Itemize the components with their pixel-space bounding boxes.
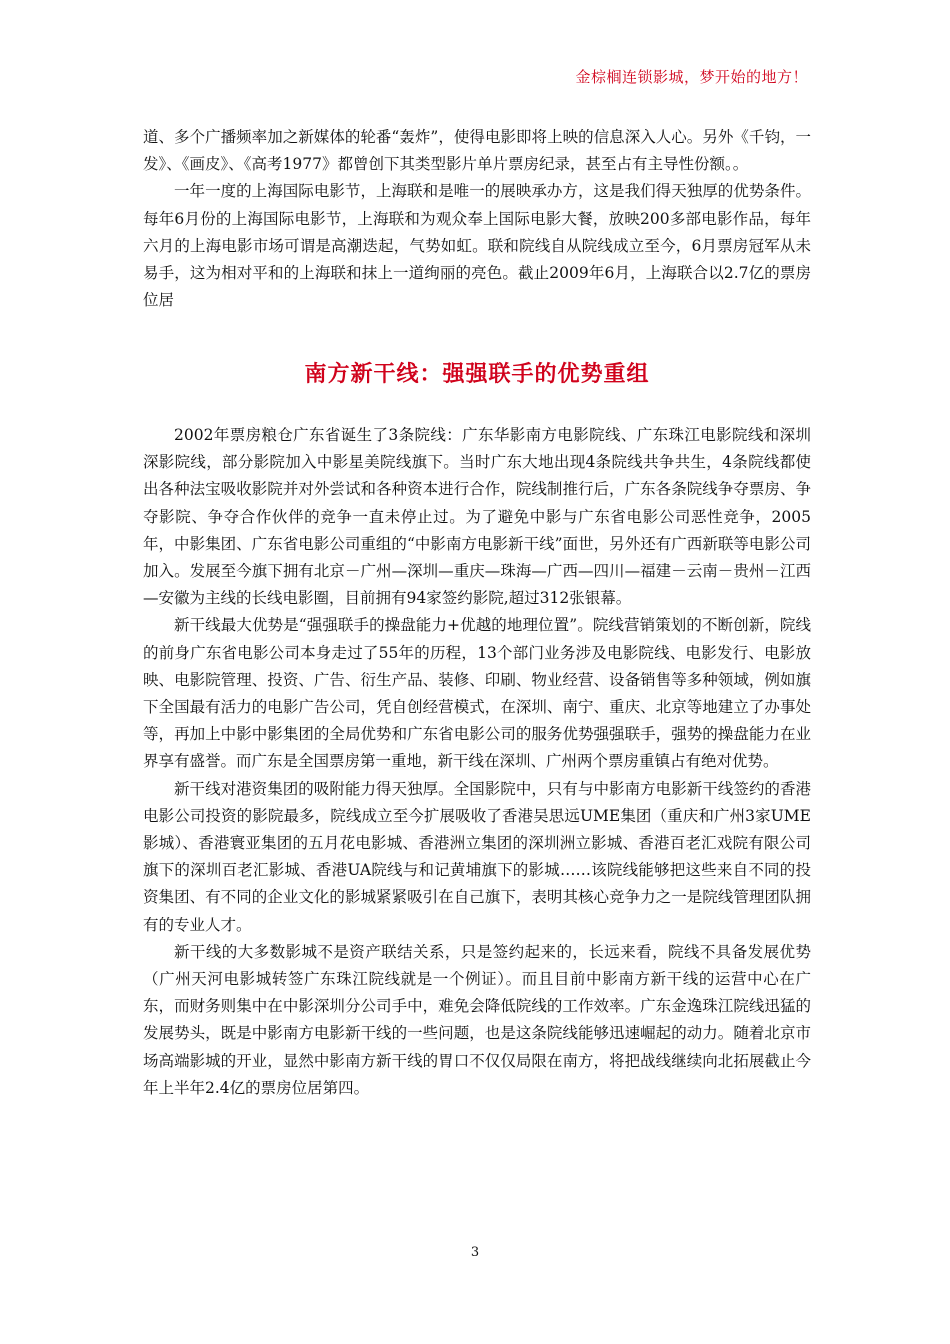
header-slogan: 金棕榈连锁影城，梦开始的地方！ xyxy=(575,68,808,86)
paragraph: 新干线对港资集团的吸附能力得天独厚。全国影院中，只有与中影南方电影新干线签约的香港电影公司投资的影院最多，院线成立至今扩展吸收了香港吴思远UME集团（重庆和广州3家UME影城）、香港寰亚集团的五月花电影城、香港洲立集团的深圳洲立影城、香港百老汇戏院有限公司旗下的深圳百老汇影城、香港UA院线与和记黄埔旗下的影城……该院线能够把这些来自不同的投资集团、有不同的企业文化的影城紧紧吸引在自己旗下，表明其核心竞争力之一是院线管理团队拥有的专业人才。 xyxy=(143,779,811,934)
page-number: 3 xyxy=(470,1245,480,1260)
paragraph: 一年一度的上海国际电影节，上海联和是唯一的展映承办方，这是我们得天独厚的优势条件。每年6月份的上海国际电影节，上海联和为观众奉上国际电影大餐，放映200多部电影作品，每年六月的上海电影市场可谓是高潮迭起，气势如虹。联和院线自从院线成立至今，6月票房冠军从未易手，这为相对平和的上海联和抹上一道绚丽的亮色。截止2009年6月，上海联合以2.7亿的票房位居 xyxy=(143,182,811,310)
section-continuation xyxy=(143,124,811,314)
paragraph: 新干线最大优势是“强强联手的操盘能力+优越的地理位置”。院线营销策划的不断创新，院线的前身广东省电影公司本身走过了55年的历程，13个部门业务涉及电影院线、电影发行、电影放映、电影院管理、投资、广告、衍生产品、装修、印刷、物业经营、设备销售等多种领域，例如旗下全国最有活力的电影广告公司，凭自创经营模式，在深圳、南宁、重庆、北京等地建立了办事处等，再加上中影中影集团的全局优势和广东省电影公司的服务优势强强联手，强势的操盘能力在业界享有盛誉。而广东是全国票房第一重地，新干线在深圳、广州两个票房重镇占有绝对优势。 xyxy=(143,616,811,771)
paragraph: 2002年票房粮仓广东省诞生了3条院线：广东华影南方电影院线、广东珠江电影院线和深圳深影院线，部分影院加入中影星美院线旗下。当时广东大地出现4条院线共争共生，4条院线都使出各种法宝吸收影院并对外尝试和各种资本进行合作，院线制推行后，广东各条院线争夺票房、争夺影院、争夺合作伙伴的竞争一直未停止过。为了避免中影与广东省电影公司恶性竞争，2005年，中影集团、广东省电影公司重组的“中影南方电影新干线”面世，另外还有广西新联等电影公司加入。发展至今旗下拥有北京－广州—深圳—重庆—珠海—广西—四川—福建－云南－贵州－江西—安徽为主线的长线电影圈，目前拥有94家签约影院,超过312张银幕。 xyxy=(143,426,811,608)
paragraph: 新干线的大多数影城不是资产联结关系，只是签约起来的，长远来看，院线不具备发展优势（广州天河电影城转签广东珠江院线就是一个例证）。而且目前中影南方新干线的运营中心在广东，而财务则集中在中影深圳分公司手中，难免会降低院线的工作效率。广东金逸珠江院线迅猛的发展势头，既是中影南方电影新干线的一些问题，也是这条院线能够迅速崛起的动力。随着北京市场高端影城的开业，显然中影南方新干线的胃口不仅仅局限在南方，将把战线继续向北拓展截止今年上半年2.4亿的票房位居第四。 xyxy=(143,942,811,1097)
section-title: 南方新干线：强强联手的优势重组 xyxy=(304,361,650,387)
section-body xyxy=(143,422,811,1102)
paragraph: 道、多个广播频率加之新媒体的轮番“轰炸”，使得电影即将上映的信息深入人心。另外《千钧，一发》、《画皮》、《高考1977》都曾创下其类型影片单片票房纪录，甚至占有主导性份额。。 xyxy=(143,128,811,174)
